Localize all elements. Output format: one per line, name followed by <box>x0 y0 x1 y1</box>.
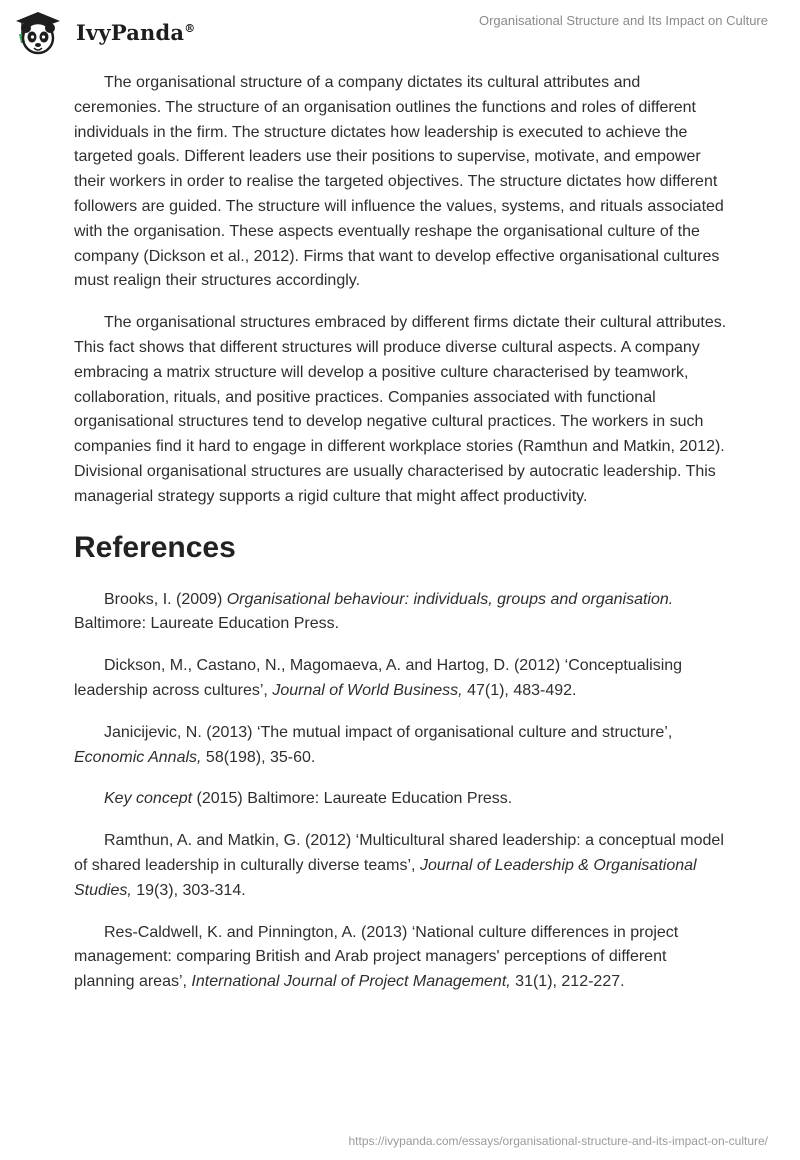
reference-title: Economic Annals, <box>74 748 202 766</box>
reference-title: Key concept <box>104 790 193 808</box>
brand-text: IvyPanda <box>76 20 185 45</box>
reference-title: Journal of World Business, <box>272 681 463 699</box>
reference-text: (2015) Baltimore: Laureate Education Press. <box>192 790 513 808</box>
source-url-link[interactable]: https://ivypanda.com/essays/organisational-structure-and-its-impact-on-culture/ <box>348 1134 768 1148</box>
reference-text: 31(1), 212-227. <box>510 973 625 991</box>
reference-text: 58(198), 35-60. <box>201 748 316 766</box>
document-title: Organisational Structure and Its Impact on Culture <box>478 13 768 28</box>
reference-item <box>74 721 730 771</box>
body-paragraph: The organisational structures embraced by different firms dictate their cultural attributes. This fact shows that different structures will produce diverse cultural aspects. A company embracing a matrix structure will develop a positive culture characterised by teamwork, collaboration, rituals, and positive practices. Companies associated with functional organisational structures tend to develop negative cultural practices. The workers in such companies find it hard to engage in different workplace stories (Ramthun and Matkin, 2012). Divisional organisational structures are usually characterised by autocratic leadership. This managerial strategy supports a rigid culture that might affect productivity. <box>74 314 727 505</box>
reference-title: International Journal of Project Management, <box>191 973 511 991</box>
reference-item <box>74 654 730 704</box>
reference-item <box>74 829 730 903</box>
reference-text: Baltimore: Laureate Education Press. <box>74 615 340 633</box>
reference-item <box>74 921 730 995</box>
reference-text: Res-Caldwell, K. and Pinnington, A. (2013) ‘National culture differences in project management: comparing British and Arab project managers' perceptions of different planning areas’, <box>74 923 679 991</box>
reference-title: Journal of Leadership & Organisational Studies, <box>74 856 697 899</box>
references-heading: References <box>74 530 236 564</box>
panda-logo-icon[interactable] <box>14 10 62 56</box>
reference-text: 19(3), 303-314. <box>131 881 246 899</box>
essay-body <box>74 71 730 1012</box>
reference-title: Organisational behaviour: individuals, groups and organisation. <box>226 590 674 608</box>
page-header <box>0 0 800 60</box>
body-paragraph: The organisational structure of a company dictates its cultural attributes and ceremonies. The structure of an organisation outlines the functions and roles of different individuals in the firm. The structure dictates how leadership is executed to achieve the targeted goals. Different leaders use their positions to supervise, motivate, and empower their workers in order to realise the targeted objectives. The structure dictates how different followers are guided. The structure will influence the values, systems, and rituals associated with the organisation. These aspects eventually reshape the organisational culture of the company (Dickson et al., 2012). Firms that want to develop effective organisational cultures must realign their structures accordingly. <box>74 74 724 290</box>
reference-text: Ramthun, A. and Matkin, G. (2012) ‘Multicultural shared leadership: a conceptual model of shared leadership in culturally diverse teams’, <box>74 832 724 874</box>
brand-registered-mark: ® <box>184 22 196 35</box>
reference-item <box>74 787 730 812</box>
reference-item <box>74 588 730 638</box>
reference-text: 47(1), 483-492. <box>462 681 577 699</box>
reference-text: Janicijevic, N. (2013) ‘The mutual impact of organisational culture and structure’, <box>104 723 673 741</box>
reference-text: Dickson, M., Castano, N., Magomaeva, A. and Hartog, D. (2012) ‘Conceptualising leadership across cultures’, <box>74 657 683 699</box>
reference-text: Brooks, I. (2009) <box>104 590 227 608</box>
brand-name[interactable] <box>76 20 195 45</box>
